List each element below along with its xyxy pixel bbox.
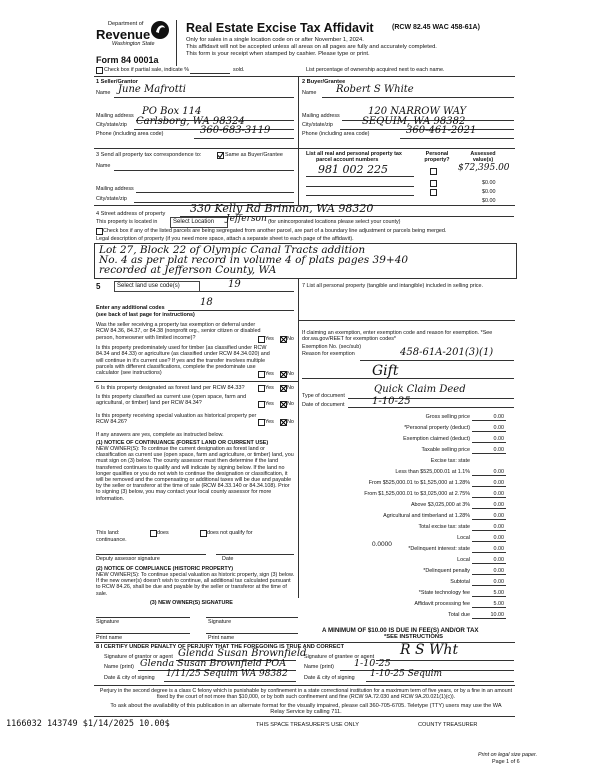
tax-row-label: Total due xyxy=(448,612,470,618)
tax-row-label: Less than $525,000.01 at 1.1% xyxy=(395,469,470,475)
check-x-icon xyxy=(281,386,286,391)
historic-no-label: No xyxy=(287,419,294,425)
historic-yes-label: Yes xyxy=(265,419,274,425)
historic-yes-checkbox[interactable] xyxy=(258,419,265,426)
exemption-deferral-question: Was the seller receiving a property tax exemption or deferral under RCW 84.36, 84.37, or 84.38 (nonprofit org., senior citizen or disabled person, homeowner with limited income)? xyxy=(96,322,261,341)
personal-property-heading: Personal property? xyxy=(424,151,450,164)
dept-line2: Revenue xyxy=(96,27,151,42)
segregated-checkbox[interactable] xyxy=(96,228,103,235)
tax-row-underline xyxy=(472,519,506,520)
grantor-name-label: Name (print) xyxy=(104,664,134,670)
does-not-checkbox[interactable] xyxy=(200,530,207,537)
current-use-yes-label: Yes xyxy=(265,401,274,407)
seller-city-field[interactable]: Carlsborg, WA 98324 xyxy=(136,116,245,127)
tax-row-underline xyxy=(472,607,506,608)
tax-row-value[interactable]: 0.00 xyxy=(493,568,504,574)
land-use-value: 19 xyxy=(228,279,241,290)
land-use-dropdown[interactable]: Select land use code(s) xyxy=(114,281,200,292)
perjury-notice: Perjury in the second degree is a class C felony which is punishable by confinement in a state correctional institution for a maximum term of five years, or by a fine in an amount fixed by the court of not more than $10,000, or by both such confinement and fine (RCW 9A.72.030 and RCW 9A.20.021(1)(c)). xyxy=(99,688,513,701)
notice1-body: NEW OWNER(S): To continue the current designation as forest land or classification as current use (open space, farm and agriculture, or timber) land, you must sign on (3) below. The county assessor must then determine if the land transferred continues to qualify and will indicate by signing below. If the land no longer qualifies or you do not wish to continue the designation or classification, it will be removed and the compensating or additional taxes will be due and payable by the seller or transferor at the time of sale (RCW 84.33.140 or 84.34.108). Prior to signing (3) below, you may contact your local county assessor for more information. xyxy=(96,446,294,502)
dept-line1: Department of xyxy=(108,21,144,27)
same-as-buyer-label: Same as Buyer/Grantee xyxy=(225,152,283,158)
tax-row-underline xyxy=(472,541,506,542)
tax-row-underline xyxy=(472,475,506,476)
q2-no-checkbox[interactable] xyxy=(280,371,287,378)
exemption-number-label: Exemption No. (sec/sub) xyxy=(302,344,362,350)
buyer-mailing-label: Mailing address xyxy=(302,113,340,119)
personal-property-checkbox-2[interactable] xyxy=(430,180,437,187)
form-id: Form 84 0001a xyxy=(96,55,159,65)
tax-row-label: Excise tax: state xyxy=(430,458,470,464)
seller-phone-field[interactable]: 360-683-3119 xyxy=(200,125,271,136)
notice2-title: (2) NOTICE OF COMPLIANCE (HISTORIC PROPERTY) xyxy=(96,566,234,572)
current-use-no-label: No xyxy=(287,401,294,407)
page-title: Real Estate Excise Tax Affidavit xyxy=(186,21,374,35)
header-note1: Only for sales in a single location code on or after November 1, 2024. xyxy=(186,37,364,43)
notice1-title: (1) NOTICE OF CONTINUANCE (FOREST LAND OR CURRENT USE) xyxy=(96,440,269,446)
tax-row-underline xyxy=(472,420,506,421)
treasurer-use-label: THIS SPACE TREASURER'S USE ONLY xyxy=(256,722,360,728)
document-type-label: Type of document xyxy=(302,393,345,399)
see-instructions: *SEE INSTRUCTIONS xyxy=(384,634,443,640)
tax-row-underline xyxy=(472,563,506,564)
tax-row-value[interactable]: 5.00 xyxy=(493,590,504,596)
tax-row-value[interactable]: 0.00 xyxy=(493,502,504,508)
tax-row-value[interactable]: 0.00 xyxy=(493,535,504,541)
q1-yes-label: Yes xyxy=(265,336,274,342)
corr-mailing-label: Mailing address xyxy=(96,186,134,192)
tax-row-underline xyxy=(472,585,506,586)
tax-row-value[interactable]: 0.00 xyxy=(493,546,504,552)
legal-paper-note: Print on legal size paper. xyxy=(478,752,538,758)
tax-row-label: Exemption claimed (deduct) xyxy=(403,436,470,442)
grantor-name-field[interactable]: Glenda Susan Brownfield POA xyxy=(140,658,287,669)
tax-row-label: *Personal property (deduct) xyxy=(404,425,470,431)
checkmark-icon xyxy=(218,153,223,158)
local-rate-value: 0.0000 xyxy=(372,541,392,548)
new-owner-signature-heading: (3) NEW OWNER(S) SIGNATURE xyxy=(150,600,233,606)
ownership-note: List percentage of ownership acquired next to each name. xyxy=(306,67,445,73)
q2-yes-label: Yes xyxy=(265,371,274,377)
sold-label: sold. xyxy=(233,67,245,73)
buyer-city-field[interactable]: SEQUIM, WA 98382 xyxy=(362,116,466,127)
forest-yes-label: Yes xyxy=(265,385,274,391)
partial-sale-label: Check box if partial sale, indicate % xyxy=(104,67,190,73)
section5-number: 5 xyxy=(96,282,101,291)
tax-row-value[interactable]: 0.00 xyxy=(493,425,504,431)
q1-yes-checkbox[interactable] xyxy=(258,336,265,343)
tax-row-label: Taxable selling price xyxy=(421,447,470,453)
forest-no-label: No xyxy=(287,385,294,391)
tax-row-value[interactable]: 0.00 xyxy=(493,447,504,453)
tax-row-underline xyxy=(472,552,506,553)
grantee-date-field[interactable]: 1-10-25 Sequim xyxy=(370,669,443,679)
timber-agriculture-question: Is this property predominately used for timber (as classified under RCW 84.34 and 84.33) or agriculture (as classified under RCW 84.34.020) and will continue in it's current use? If yes and the transfer involves multiple parcels with different classifications, complete the predominate use calculator (see instructions) xyxy=(96,345,270,377)
exemption-claim-note: If claiming an exemption, enter exemption code and reason for exemption. *See dor.wa.gov/REET for exemption codes* xyxy=(302,330,493,343)
minimum-due-notice: A MINIMUM OF $10.00 IS DUE IN FEE(S) AND/OR TAX xyxy=(322,627,479,634)
check-x-icon xyxy=(281,372,286,377)
notice2-body: NEW OWNER(S): To continue special valuation as historic property, sign (3) below. If the new owner(s) doesn't wish to continue, all additional tax calculated pursuant to RCW 84.26, shall be due and payable by the seller or transferor at the time of sale. xyxy=(96,572,295,597)
legal-line1: Lot 27, Block 22 of Olympic Canal Tracts addition xyxy=(99,244,366,256)
continuance-label: continuance. xyxy=(96,537,127,543)
deputy-date-label: Date xyxy=(222,556,234,562)
new-owner-signature1-label: Signature xyxy=(96,619,120,625)
tax-row-value[interactable]: 0.00 xyxy=(493,469,504,475)
deputy-signature-label: Deputy assessor signature xyxy=(96,556,160,562)
recording-stamp: 1166032 143749 $1/14/2025 10.00$ xyxy=(6,719,170,729)
location-value: Jefferson xyxy=(226,214,267,224)
tax-row-underline xyxy=(472,530,506,531)
buyer-phone-field[interactable]: 360-461-2021 xyxy=(406,125,477,136)
assessed-value-field-2[interactable]: $0.00 xyxy=(482,180,496,186)
seller-name-label: Name xyxy=(96,90,111,96)
does-checkbox[interactable] xyxy=(150,530,157,537)
personal-property-checkbox-3[interactable] xyxy=(430,189,437,196)
grantee-name-field[interactable]: 1-10-25 xyxy=(354,658,391,669)
tax-row-label: Above $3,025,000 at 3% xyxy=(410,502,470,508)
tax-row-underline xyxy=(472,508,506,509)
parcel-heading1: List all real and personal property tax xyxy=(306,151,402,157)
revenue-logo xyxy=(92,18,174,56)
seller-name-field[interactable]: June Mafrotti xyxy=(118,84,186,95)
tax-row-label: Affidavit processing fee xyxy=(414,601,470,607)
forest-land-question: 6 Is this property designated as forest land per RCW 84.33? xyxy=(96,385,245,391)
tax-row-underline xyxy=(472,596,506,597)
current-use-question: Is this property classified as current use (open space, farm and agricultural, or timber) land per RCW 84.34? xyxy=(96,394,247,407)
corr-city-label: City/state/zip xyxy=(96,196,127,202)
tax-row-value[interactable]: 5.00 xyxy=(493,601,504,607)
buyer-phone-label: Phone (including area code) xyxy=(302,131,370,137)
document-date-field[interactable]: 1-10-25 xyxy=(372,396,411,407)
segregated-label: Check box if any of the listed parcels are being segregated from another parcel, are part of a boundary line adjustment or parcels being merged. xyxy=(103,228,447,234)
tax-row-label: Subtotal xyxy=(450,579,470,585)
seller-mailing-label: Mailing address xyxy=(96,113,134,119)
legal-description-label: Legal description of property (if you need more space, attach a separate sheet to each page of the affidavit). xyxy=(96,236,354,242)
forest-no-checkbox[interactable] xyxy=(280,385,287,392)
grantor-signature-label: Signature of grantor or agent xyxy=(104,654,173,660)
assessed-value-field-1[interactable]: $72,395.00 xyxy=(458,163,510,173)
assessed-value-field-3[interactable]: $0.00 xyxy=(482,189,496,195)
correspondence-heading: 3 Send all property tax correspondence to: xyxy=(96,152,202,158)
does-label: does xyxy=(157,530,169,536)
forest-yes-checkbox[interactable] xyxy=(258,385,265,392)
buyer-mailing-field[interactable]: 120 NARROW WAY xyxy=(368,106,467,117)
personal-property-checkbox-1[interactable] xyxy=(430,168,437,175)
seller-city-label: City/state/zip xyxy=(96,122,127,128)
tax-row-label: Local xyxy=(457,535,470,541)
street-address-label: 4 Street address of property xyxy=(96,211,166,217)
q2-yes-checkbox[interactable] xyxy=(258,371,265,378)
check-x-icon xyxy=(281,337,286,342)
document-type-field[interactable]: Quick Claim Deed xyxy=(374,384,466,395)
new-owner-signature2-label: Signature xyxy=(208,619,232,625)
header-note2: This affidavit will not be accepted unless all areas on all pages are fully and accurately completed. xyxy=(186,44,437,50)
rcw-reference: (RCW 82.45 WAC 458-61A) xyxy=(392,24,480,31)
certify-heading: 8 I CERTIFY UNDER PENALTY OF PERJURY THAT THE FOREGOING IS TRUE AND CORRECT xyxy=(96,644,345,650)
if-yes-note: If any answers are yes, complete as instructed below. xyxy=(96,432,224,438)
grantee-name-label: Name (print) xyxy=(304,664,334,670)
check-x-icon xyxy=(281,420,286,425)
new-owner-print2-label: Print name xyxy=(208,635,235,641)
check-x-icon xyxy=(281,402,286,407)
tax-row-underline xyxy=(472,497,506,498)
tax-row-label: Agricultural and timberland at 1.28% xyxy=(383,513,470,519)
exemption-reason-field[interactable]: Gift xyxy=(372,363,399,379)
tax-row-label: From $1,525,000.01 to $3,025,000 at 2.75% xyxy=(364,491,470,497)
seller-heading: 1 Seller/Grantor xyxy=(96,79,138,85)
tax-row-underline xyxy=(472,453,506,454)
q1-no-label: No xyxy=(287,336,294,342)
buyer-heading: 2 Buyer/Grantee xyxy=(302,79,346,85)
document-date-label: Date of document xyxy=(302,402,345,408)
tax-row-value[interactable]: 0.00 xyxy=(493,524,504,530)
corr-name-label: Name xyxy=(96,163,111,169)
historic-question: Is this property receiving special valuation as historical property per RCW 84.26? xyxy=(96,413,257,426)
current-use-yes-checkbox[interactable] xyxy=(258,401,265,408)
same-as-buyer-checkbox[interactable] xyxy=(217,152,224,159)
grantee-date-label: Date & city of signing xyxy=(304,675,355,681)
current-use-no-checkbox[interactable] xyxy=(280,401,287,408)
additional-codes-field[interactable]: 18 xyxy=(200,297,213,308)
tax-row-label: Local xyxy=(457,557,470,563)
tax-row-underline xyxy=(472,574,506,575)
additional-codes-label: Enter any additional codes xyxy=(96,305,165,311)
exemption-reason-label: Reason for exemption xyxy=(302,351,355,357)
grantor-signature-field[interactable]: Glenda Susan Brownfield xyxy=(178,648,307,659)
tax-row-underline xyxy=(472,442,506,443)
assessed-value-field-4[interactable]: $0.00 xyxy=(482,198,496,204)
alt-format-notice: To ask about the availability of this publication in an alternate format for the visually impaired, please call 360-705-6705. Teletype (TTY) users may use the WA Relay Service by calling 711. xyxy=(110,703,502,716)
tax-row-underline xyxy=(472,431,506,432)
grantee-signature-label: Signature of grantee or agent xyxy=(304,654,375,660)
header-note3: This form is your receipt when stamped by cashier. Please type or print. xyxy=(186,51,370,57)
tax-row-value[interactable]: 0.00 xyxy=(493,557,504,563)
legal-line2: No. 4 as per plat record in volume 4 of plats pages 39+40 xyxy=(99,254,409,266)
buyer-name-field[interactable]: Robert S White xyxy=(336,84,414,95)
grantor-date-field[interactable]: 1/11/25 Sequim WA 98382 xyxy=(166,669,288,679)
revenue-swirl-icon xyxy=(150,18,170,42)
seller-mailing-field[interactable]: PO Box 114 xyxy=(142,106,202,117)
select-location-dropdown[interactable]: Select Location xyxy=(170,217,228,228)
assessed-value-heading: Assessed value(s) xyxy=(470,151,496,164)
tax-row-underline xyxy=(472,618,506,619)
this-land-label: This land: xyxy=(96,530,120,536)
tax-row-label: *Delinquent penalty xyxy=(423,568,470,574)
grantor-date-label: Date & city of signing xyxy=(104,675,155,681)
street-address-field[interactable]: 330 Kelly Rd Brinnon, WA 98320 xyxy=(190,202,374,215)
tax-row-value[interactable]: 0.00 xyxy=(493,513,504,519)
legal-description-box[interactable] xyxy=(94,243,517,279)
q2-no-label: No xyxy=(287,371,294,377)
seller-phone-label: Phone (including area code) xyxy=(96,131,164,137)
does-not-label: does not qualify for xyxy=(207,530,253,536)
buyer-name-label: Name xyxy=(302,90,317,96)
grantee-signature-field[interactable]: R S Wht xyxy=(400,642,459,658)
tax-row-label: Total excise tax: state xyxy=(418,524,470,530)
tax-row-value[interactable]: 0.00 xyxy=(493,436,504,442)
new-owner-print1-label: Print name xyxy=(96,635,123,641)
partial-sale-checkbox[interactable] xyxy=(96,67,103,74)
tax-row-value[interactable]: 0.00 xyxy=(493,579,504,585)
parcel-heading2: parcel account numbers xyxy=(316,157,379,163)
q1-no-checkbox[interactable] xyxy=(280,336,287,343)
tax-row-label: From $525,000.01 to $1,525,000 at 1.28% xyxy=(368,480,470,486)
located-in-label: This property is located in xyxy=(96,219,158,225)
historic-no-checkbox[interactable] xyxy=(280,419,287,426)
parcel-number-field[interactable]: 981 002 225 xyxy=(318,163,388,176)
tax-row-value[interactable]: 0.00 xyxy=(493,491,504,497)
tax-row-label: Gross selling price xyxy=(425,414,470,420)
buyer-city-label: City/state/zip xyxy=(302,122,333,128)
tax-row-value[interactable]: 0.00 xyxy=(493,480,504,486)
page-number: Page 1 of 6 xyxy=(492,759,520,765)
tax-row-label: *Delinquent interest: state xyxy=(408,546,470,552)
personal-property-label: 7 List all personal property (tangible and intangible) included in selling price. xyxy=(302,283,483,289)
unincorporated-note: (for unincorporated locations please select your county) xyxy=(268,219,401,225)
legal-line3: recorded at Jefferson County, WA xyxy=(99,264,277,276)
tax-row-value[interactable]: 0.00 xyxy=(493,414,504,420)
see-back-note: (see back of last page for instructions) xyxy=(96,312,195,318)
dept-line3: Washington State xyxy=(112,41,155,47)
tax-row-underline xyxy=(472,486,506,487)
tax-row-label: *State technology fee xyxy=(418,590,470,596)
tax-row-value[interactable]: 10.00 xyxy=(490,612,504,618)
exemption-number-field[interactable]: 458-61A-201(3)(1) xyxy=(400,347,494,358)
county-treasurer-label: COUNTY TREASURER xyxy=(418,722,478,728)
